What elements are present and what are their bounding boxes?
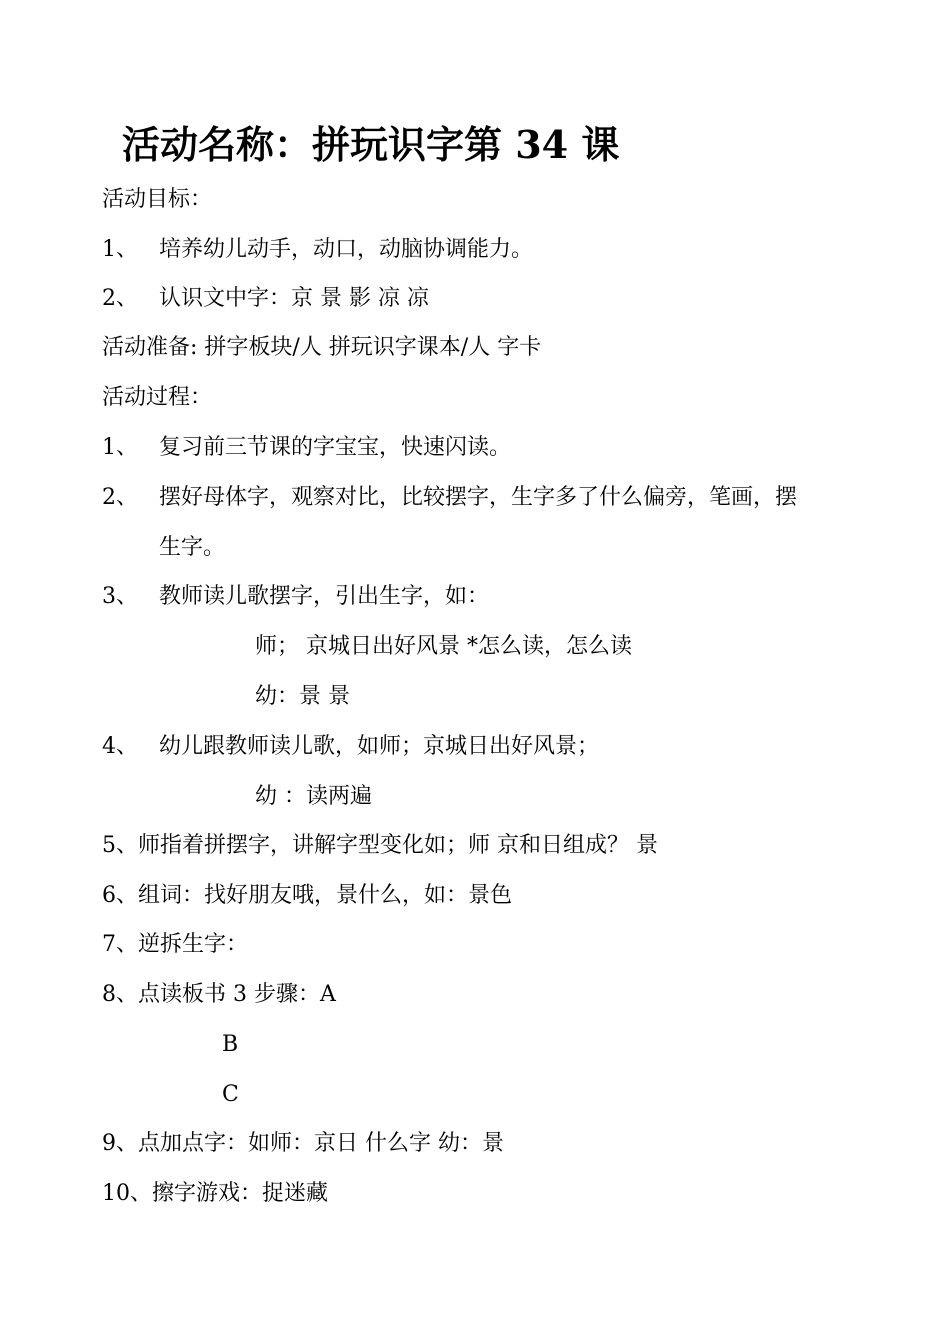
step-7-text: 7、逆拆生字： [102,932,248,957]
step-4-child-line: 幼 ：读两遍 [255,784,372,809]
goal-2-text: 认识文中字：京 景 影 凉 凉 [159,286,429,311]
step-8-item-c: C [222,1082,239,1107]
goals-heading: 活动目标： [102,187,213,212]
step-3-number: 3、 [102,584,138,609]
page-title: 活动名称：拼玩识字第 34 课 [122,122,620,167]
goal-2-number: 2、 [102,286,138,311]
step-10-text: 10、擦字游戏：捉迷藏 [102,1181,328,1206]
process-heading: 活动过程： [102,385,213,410]
step-8-item-b: B [222,1032,239,1057]
step-4-number: 4、 [102,734,138,759]
step-4-text: 幼儿跟教师读儿歌，如师；京城日出好风景； [159,734,600,759]
step-3-child-line: 幼：景 景 [255,684,350,709]
step-8-text: 8、点读板书 3 步骤：A [102,982,336,1007]
step-6-text: 6、组词：找好朋友哦，景什么，如：景色 [102,883,512,908]
step-2-number: 2、 [102,485,138,510]
step-1-text: 复习前三节课的字宝宝，快速闪读。 [159,435,512,460]
step-1-number: 1、 [102,435,138,460]
step-2-continuation: 生字。 [159,535,226,560]
step-9-text: 9、点加点字：如师：京日 什么字 幼：景 [102,1131,504,1156]
step-5-text: 5、师指着拼摆字，讲解字型变化如；师 京和日组成？ 景 [102,833,658,858]
step-2-text: 摆好母体字，观察对比，比较摆字，生字多了什么偏旁，笔画，摆 [159,485,798,510]
goal-1-text: 培养幼儿动手，动口，动脑协调能力。 [159,237,534,262]
goal-1-number: 1、 [102,237,138,262]
step-3-text: 教师读儿歌摆字，引出生字，如： [159,584,490,609]
preparation-line: 活动准备: 拼字板块/人 拼玩识字课本/人 字卡 [102,335,542,360]
step-3-teacher-line: 师； 京城日出好风景 *怎么读，怎么读 [255,634,632,659]
